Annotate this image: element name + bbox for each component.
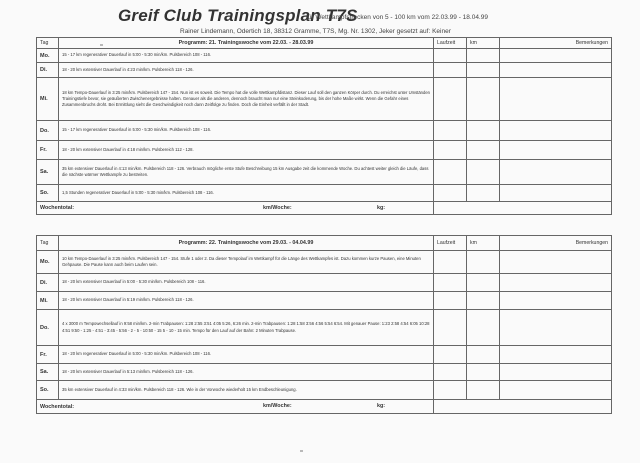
- day-label: Sa.: [37, 364, 59, 381]
- workout-text: 18 - 20 km extensiver Dauerlauf in 4:18 min/km. Pulsbereich 112 - 128.: [59, 141, 434, 160]
- workout-text: 4 x 3000 m Tempowechsellauf in 9:58 min/km. 2-min Trabpausen: 1:28 2:55 3:51 4:05 5:26, 6:26 min. 2-min Trabpausen: 1:28 1:58 3:56 4:56 5:54 6:54. Mit genauer Pause: 1:23 2:58 4:54 6:05 10:28 4:51 9:50 - 1:25 - 4:51 - 3:45 - 5:56 - 2 - 5 - 10:50 - 15 5 - 10 - 15 min. Tempo für den Lauf auf der Bahn: 2 Minuten Trabpause.: [59, 310, 434, 346]
- laufzeit-cell[interactable]: [434, 160, 467, 185]
- km-cell[interactable]: [467, 251, 500, 274]
- km-column-header: km: [467, 236, 500, 251]
- km-column-header: km: [467, 38, 500, 49]
- table-row: [37, 185, 612, 202]
- bemerkungen-cell[interactable]: [500, 78, 612, 121]
- workout-text: 35 km extensiver Dauerlauf in 4:33 min/km. Pulsbereich 118 - 126. Wie in der Vorwoche wiederholt 15 km Endbeschleunigung.: [59, 381, 434, 400]
- wochentotal-label: Wochentotal:: [40, 205, 75, 211]
- laufzeit-cell[interactable]: [434, 310, 467, 346]
- table-row: [37, 121, 612, 141]
- day-label: Sa.: [37, 160, 59, 185]
- week-table-21: [36, 37, 612, 215]
- table-row: [37, 141, 612, 160]
- workout-text: 18 - 20 km regenerativer Dauerlauf in 5:00 - 5:30 min/km. Pulsbereich 108 - 116.: [59, 346, 434, 364]
- week-title: Programm: 22. Trainingswoche vom 29.03. - 04.04.99: [59, 236, 434, 251]
- table-row: [37, 274, 612, 292]
- table-row: [37, 346, 612, 364]
- wochentotal-field[interactable]: [434, 400, 612, 414]
- kg-label: kg:: [377, 205, 386, 211]
- workout-text: 10 km Tempo-Dauerlauf in 3:25 min/km. Pulsbereich 147 - 154. Stufe 1 oder 2. Da dieser Tempolauf im Wettkampf für die Länge des Wettkampfes ist. Dazu kommen kurze Pausen, eine Minuten Gehpause. Die Pause kann auch beim Laufen sein.: [59, 251, 434, 274]
- laufzeit-cell[interactable]: [434, 346, 467, 364]
- laufzeit-cell[interactable]: [434, 63, 467, 78]
- workout-text: 18 km Tempo-Dauerlauf in 3:25 min/km. Pulsbereich 147 - 154. Nun ist es soweit. Die Tempo hat die volle Wettkampfdistanz. Dieser Lauf soll den ganzen Körper durch. Du erreichst unter Umständen Trainingstiefe bevor, sie geäußerten Zwischenergebnisse halten. Genauer als die anderen, dennoch braucht man nur eine Steinkoderung, bis der hohe Maße wirkt. Wenn die Gefahr eines Zusammenbruchs droht. Bei Ermittlung sieht die Geschwindigkeit noch dann Zeitfolge zu finden. Doch die Einheit verfällt in der Stadt.: [59, 78, 434, 121]
- laufzeit-column-header: Laufzeit: [434, 236, 467, 251]
- bemerkungen-column-header: Bemerkungen: [500, 236, 612, 251]
- scan-speck: [100, 44, 103, 46]
- laufzeit-cell[interactable]: [434, 274, 467, 292]
- tag-column-header: Tag: [37, 38, 59, 49]
- workout-text: 1,5 Stunden regenerativer Dauerlauf in 5:00 - 5:30 min/km. Pulsbereich 108 - 116.: [59, 185, 434, 202]
- laufzeit-cell[interactable]: [434, 381, 467, 400]
- bemerkungen-cell[interactable]: [500, 160, 612, 185]
- km-cell[interactable]: [467, 292, 500, 310]
- bemerkungen-cell[interactable]: [500, 381, 612, 400]
- table-row: [37, 160, 612, 185]
- km-cell[interactable]: [467, 160, 500, 185]
- workout-text: 15 - 17 km regenerativer Dauerlauf in 5:00 - 5:30 min/km. Pulsbereich 108 - 116.: [59, 121, 434, 141]
- day-label: So.: [37, 381, 59, 400]
- km-cell[interactable]: [467, 185, 500, 202]
- bemerkungen-cell[interactable]: [500, 141, 612, 160]
- table-row: [37, 310, 612, 346]
- bemerkungen-column-header: Bemerkungen: [500, 38, 612, 49]
- km-cell[interactable]: [467, 63, 500, 78]
- km-woche-label: km/Woche:: [263, 205, 292, 211]
- workout-text: 35 km extensiver Dauerlauf in 4:13 min/km. Pulsbereich 118 - 126. Verbrauch mögliche erste Stufe Beschreibung 15 km Ausgabe zeit die kommende Woche. Du achtest weiter gleich die Läufe, dass die nächste wärmer Wettkampfe zu bestreiten.: [59, 160, 434, 185]
- laufzeit-cell[interactable]: [434, 49, 467, 63]
- day-label: Do.: [37, 310, 59, 346]
- bemerkungen-cell[interactable]: [500, 310, 612, 346]
- day-label: Mi.: [37, 78, 59, 121]
- day-label: Mo.: [37, 251, 59, 274]
- km-cell[interactable]: [467, 49, 500, 63]
- km-cell[interactable]: [467, 78, 500, 121]
- laufzeit-cell[interactable]: [434, 251, 467, 274]
- km-cell[interactable]: [467, 141, 500, 160]
- bemerkungen-cell[interactable]: [500, 63, 612, 78]
- laufzeit-cell[interactable]: [434, 364, 467, 381]
- bemerkungen-cell[interactable]: [500, 185, 612, 202]
- address-line: Rainer Lindemann, Odertich 18, 38312 Gramme, T7S, Mg. Nr. 1302, Jeker gesetzt auf: Keiner: [180, 28, 451, 35]
- table-row: [37, 63, 612, 78]
- workout-text: 18 - 20 km extensiver Dauerlauf in 5:00 - 5:30 min/km. Pulsbereich 108 - 116.: [59, 274, 434, 292]
- table-row: [37, 78, 612, 121]
- km-cell[interactable]: [467, 121, 500, 141]
- bemerkungen-cell[interactable]: [500, 251, 612, 274]
- km-cell[interactable]: [467, 310, 500, 346]
- day-label: Mi.: [37, 292, 59, 310]
- document-subtitle: für Wettkampfstrecken von 5 - 100 km vom 22.03.99 - 18.04.99: [306, 14, 488, 21]
- bemerkungen-cell[interactable]: [500, 49, 612, 63]
- day-label: Di.: [37, 63, 59, 78]
- table-row: [37, 292, 612, 310]
- day-label: Mo.: [37, 49, 59, 63]
- week-header-row: [37, 38, 612, 49]
- day-label: Fr.: [37, 346, 59, 364]
- table-row: [37, 251, 612, 274]
- laufzeit-column-header: Laufzeit: [434, 38, 467, 49]
- wochentotal-label: Wochentotal:: [40, 403, 75, 410]
- week-header-row: [37, 236, 612, 251]
- laufzeit-cell[interactable]: [434, 185, 467, 202]
- wochentotal-field[interactable]: [434, 202, 612, 215]
- kg-label: kg:: [377, 403, 386, 409]
- week-footer-row: [37, 202, 612, 215]
- day-label: Fr.: [37, 141, 59, 160]
- workout-text: 18 - 20 km extensiver Dauerlauf in 5:13 min/km. Pulsbereich 118 - 126.: [59, 364, 434, 381]
- week-footer-row: [37, 400, 612, 414]
- table-row: [37, 364, 612, 381]
- km-cell[interactable]: [467, 346, 500, 364]
- laufzeit-cell[interactable]: [434, 121, 467, 141]
- laufzeit-cell[interactable]: [434, 141, 467, 160]
- day-label: So.: [37, 185, 59, 202]
- day-label: Do.: [37, 121, 59, 141]
- table-row: [37, 49, 612, 63]
- bemerkungen-cell[interactable]: [500, 292, 612, 310]
- bemerkungen-cell[interactable]: [500, 364, 612, 381]
- km-cell[interactable]: [467, 364, 500, 381]
- tag-column-header: Tag: [37, 236, 59, 251]
- bemerkungen-cell[interactable]: [500, 121, 612, 141]
- week-table-22: [36, 235, 612, 414]
- bemerkungen-cell[interactable]: [500, 346, 612, 364]
- km-cell[interactable]: [467, 381, 500, 400]
- table-row: [37, 381, 612, 400]
- workout-text: 18 - 20 km extensiver Dauerlauf in 4:23 min/km. Pulsbereich 118 - 126.: [59, 63, 434, 78]
- week-title: Programm: 21. Trainingswoche vom 22.03. - 28.03.99: [59, 38, 434, 49]
- km-cell[interactable]: [467, 274, 500, 292]
- day-label: Di.: [37, 274, 59, 292]
- scan-speck: [300, 450, 303, 452]
- km-woche-label: km/Woche:: [263, 403, 292, 409]
- workout-text: 15 - 17 km regenerativer Dauerlauf in 5:00 - 5:30 min/km. Pulsbereich 108 - 116.: [59, 49, 434, 63]
- laufzeit-cell[interactable]: [434, 292, 467, 310]
- laufzeit-cell[interactable]: [434, 78, 467, 121]
- document-title: Greif Club Trainingsplan T7S: [118, 6, 358, 25]
- workout-text: 18 - 20 km extensiver Dauerlauf in 5:19 min/km. Pulsbereich 118 - 126.: [59, 292, 434, 310]
- bemerkungen-cell[interactable]: [500, 274, 612, 292]
